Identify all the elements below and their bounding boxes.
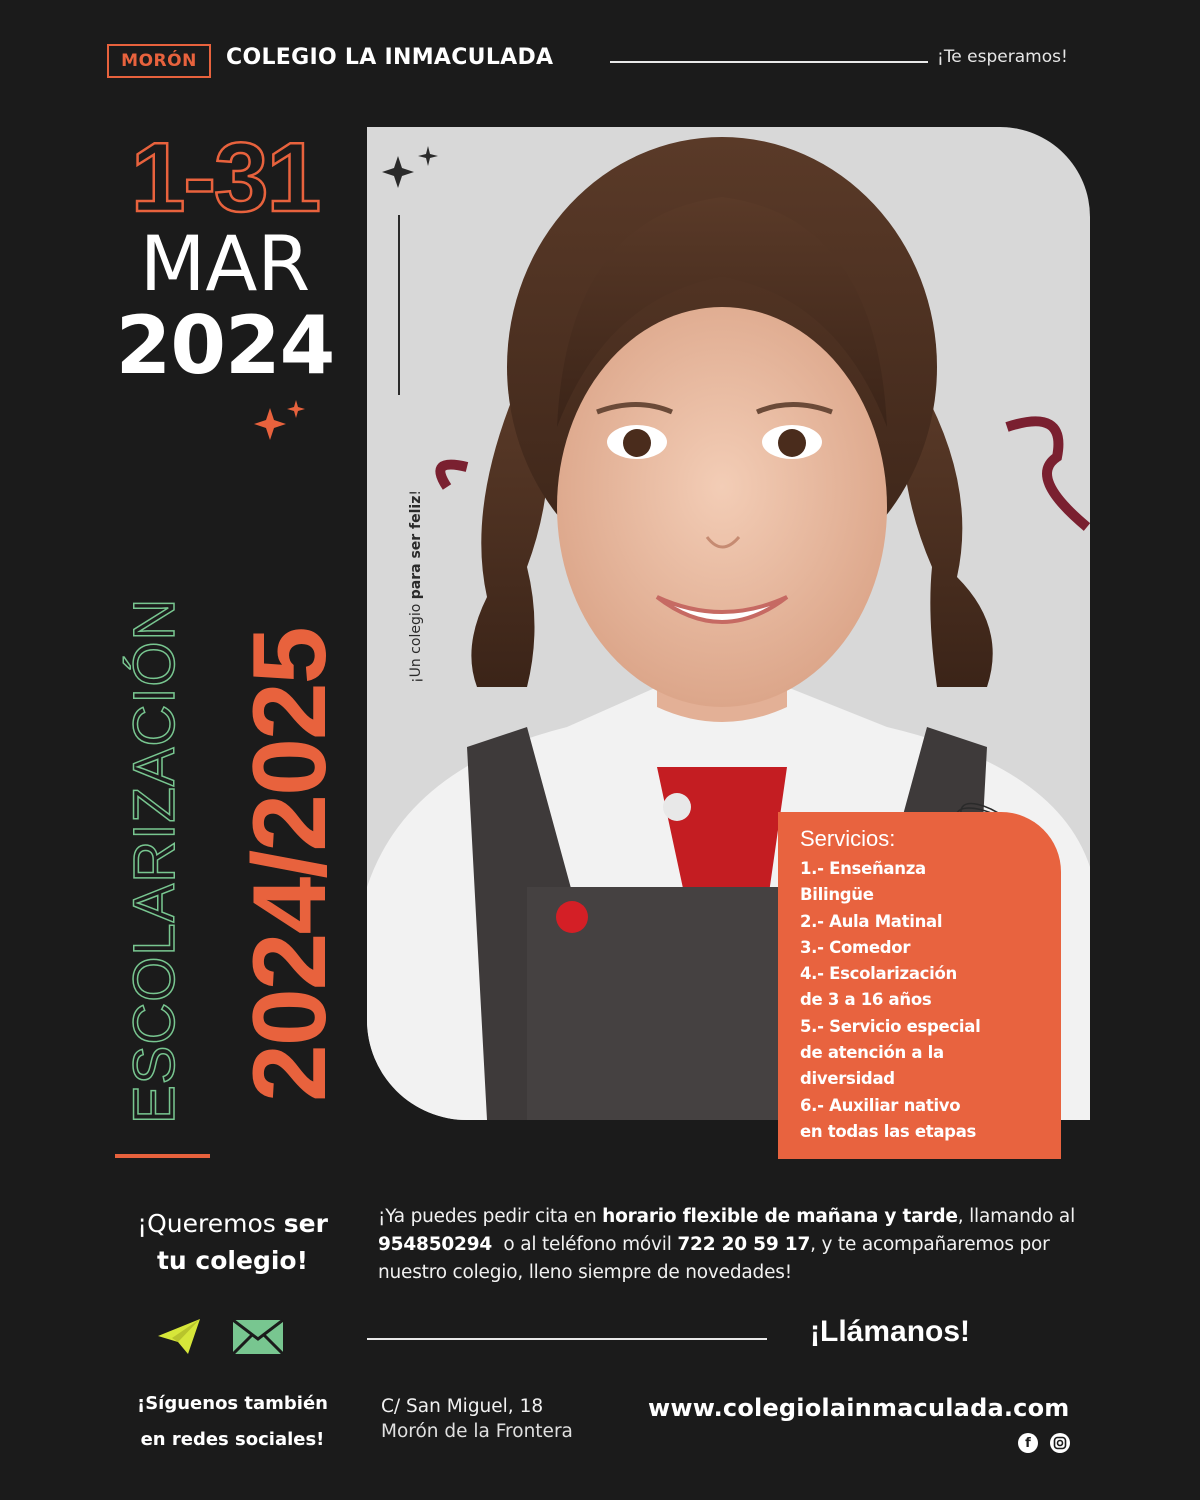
services-panel <box>778 812 1061 1159</box>
follow-us-text: ¡Síguenos también en redes sociales! <box>137 1393 328 1450</box>
mobile-link[interactable]: 722 20 59 17 <box>677 1234 811 1255</box>
list-item: 5.- Servicio especial <box>800 1016 981 1036</box>
slogan-divider <box>398 215 400 395</box>
address-city: Morón de la Frontera <box>381 1421 573 1442</box>
list-item: diversidad <box>800 1069 895 1089</box>
list-item: 4.- Escolarización <box>800 964 957 984</box>
services-title: Servicios: <box>800 826 896 851</box>
list-item: de atención a la <box>800 1043 944 1063</box>
list-item: 1.- Enseñanza <box>800 859 926 878</box>
sparkle-icon <box>250 398 310 446</box>
telegram-icon[interactable] <box>156 1316 202 1356</box>
slogan: ¡Un colegio para ser feliz! <box>408 489 424 683</box>
appointment-text: ¡Ya puedes pedir cita en horario flexible de mañana y tarde, llamando al 954850294 o al teléfono móvil 722 20 59 17, y te acompañaremos por nuestro colegio, lleno siempre de novedades! <box>378 1206 1076 1283</box>
cta-divider <box>367 1338 767 1340</box>
list-item: de 3 a 16 años <box>800 990 932 1010</box>
header-divider <box>610 61 928 63</box>
list-item: 6.- Auxiliar nativo <box>800 1095 961 1115</box>
tagline: ¡Te esperamos! <box>937 47 1068 67</box>
list-item: 2.- Aula Matinal <box>800 911 943 931</box>
address-street: C/ San Miguel, 18 <box>381 1396 544 1417</box>
services-list <box>800 856 1047 1145</box>
mail-icon[interactable] <box>232 1319 284 1355</box>
queremos-headline: ¡Queremos ser tu colegio! <box>137 1209 328 1275</box>
accent-underline <box>115 1154 210 1158</box>
date-month: MAR <box>139 219 311 308</box>
sparkle-icon <box>380 144 442 194</box>
phone-link[interactable]: 954850294 <box>378 1234 493 1255</box>
facebook-icon[interactable]: f <box>1018 1433 1038 1453</box>
enrollment-period: 2024/2025 <box>232 628 348 1102</box>
location-badge: MORÓN <box>107 44 211 78</box>
date-range: 1-31 <box>130 122 320 232</box>
enrollment-label: ESCOLARIZACIÓN <box>122 597 187 1124</box>
instagram-icon[interactable] <box>1050 1433 1070 1453</box>
website-link[interactable]: www.colegiolainmaculada.com <box>648 1394 1070 1422</box>
list-item: Bilingüe <box>800 885 874 905</box>
list-item: 3.- Comedor <box>800 937 911 957</box>
list-item: en todas las etapas <box>800 1121 977 1141</box>
date-year: 2024 <box>115 299 335 392</box>
call-us-text: ¡Llámanos! <box>810 1315 971 1348</box>
school-name: COLEGIO LA INMACULADA <box>226 45 554 70</box>
